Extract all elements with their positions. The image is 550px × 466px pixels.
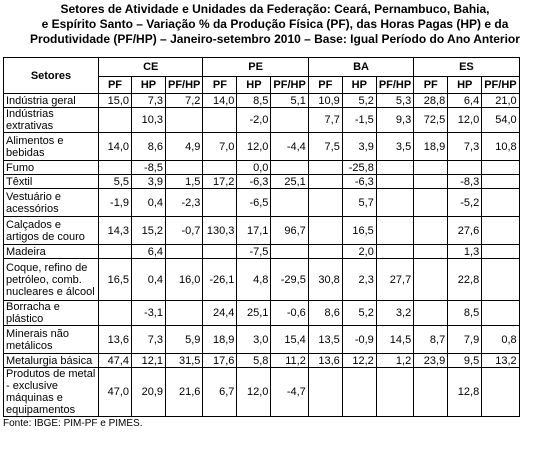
value-cell: 4,9 bbox=[166, 133, 203, 161]
value-cell: 18,9 bbox=[203, 326, 237, 354]
value-cell: 3,2 bbox=[376, 301, 413, 326]
value-cell bbox=[376, 217, 413, 245]
value-cell bbox=[271, 245, 308, 259]
value-cell: 4,8 bbox=[237, 259, 271, 301]
value-cell bbox=[203, 108, 237, 133]
sector-name: Indústrias extrativas bbox=[4, 108, 99, 133]
value-cell: 2,3 bbox=[342, 259, 376, 301]
source-note: Fonte: IBGE: PIM-PF e PIMES. bbox=[3, 418, 143, 429]
table-row bbox=[4, 354, 520, 368]
value-cell bbox=[166, 108, 203, 133]
group-header-pe: PE bbox=[203, 58, 308, 77]
value-cell: 16,5 bbox=[342, 217, 376, 245]
value-cell: 27,7 bbox=[376, 259, 413, 301]
value-cell: -4,7 bbox=[271, 368, 308, 417]
value-cell bbox=[482, 175, 519, 189]
value-cell: -4,4 bbox=[271, 133, 308, 161]
subheader-pf-hp: PF/HP bbox=[482, 77, 519, 94]
value-cell: 16,5 bbox=[99, 259, 132, 301]
value-cell bbox=[482, 161, 519, 175]
sector-name: Coque, refino de petróleo, comb. nucleares e álcool bbox=[4, 259, 99, 301]
value-cell bbox=[99, 301, 132, 326]
value-cell bbox=[482, 189, 519, 217]
subheader-hp: HP bbox=[132, 77, 166, 94]
table-row bbox=[4, 108, 520, 133]
value-cell: 3,5 bbox=[376, 133, 413, 161]
value-cell: 30,8 bbox=[308, 259, 342, 301]
value-cell: 3,9 bbox=[342, 133, 376, 161]
value-cell: 5,2 bbox=[342, 94, 376, 108]
value-cell: -1,5 bbox=[342, 108, 376, 133]
value-cell bbox=[308, 368, 342, 417]
sector-name: Fumo bbox=[4, 161, 99, 175]
value-cell: 5,1 bbox=[271, 94, 308, 108]
value-cell: 14,3 bbox=[99, 217, 132, 245]
subheader-pf: PF bbox=[308, 77, 342, 94]
value-cell: 6,4 bbox=[132, 245, 166, 259]
value-cell: 7,0 bbox=[203, 133, 237, 161]
table-row bbox=[4, 94, 520, 108]
value-cell: -2,3 bbox=[166, 189, 203, 217]
value-cell bbox=[482, 245, 519, 259]
value-cell: 28,8 bbox=[414, 94, 448, 108]
value-cell: 0,0 bbox=[237, 161, 271, 175]
value-cell: 3,9 bbox=[132, 175, 166, 189]
table-row bbox=[4, 217, 520, 245]
value-cell: 8,5 bbox=[237, 94, 271, 108]
value-cell bbox=[308, 245, 342, 259]
value-cell: 18,9 bbox=[414, 133, 448, 161]
table-body bbox=[4, 94, 520, 417]
value-cell: 21,0 bbox=[482, 94, 519, 108]
sector-name: Minerais não metálicos bbox=[4, 326, 99, 354]
value-cell: 12,8 bbox=[448, 368, 482, 417]
value-cell: -6,5 bbox=[237, 189, 271, 217]
value-cell: 14,0 bbox=[203, 94, 237, 108]
table-row bbox=[4, 245, 520, 259]
subheader-pf-hp: PF/HP bbox=[166, 77, 203, 94]
value-cell: 10,9 bbox=[308, 94, 342, 108]
sector-name: Têxtil bbox=[4, 175, 99, 189]
value-cell: 8,7 bbox=[414, 326, 448, 354]
subheader-hp: HP bbox=[448, 77, 482, 94]
sector-header: Setores bbox=[4, 58, 99, 94]
value-cell: 0,8 bbox=[482, 326, 519, 354]
value-cell bbox=[376, 175, 413, 189]
value-cell: 8,5 bbox=[448, 301, 482, 326]
subheader-pf: PF bbox=[99, 77, 132, 94]
title-line-3: Produtividade (PF/HP) – Janeiro-setembro 2010 – Base: Igual Período do Ano Anterior bbox=[30, 32, 520, 46]
table-row bbox=[4, 326, 520, 354]
table-row bbox=[4, 189, 520, 217]
table-title bbox=[0, 0, 550, 47]
value-cell: 3,0 bbox=[237, 326, 271, 354]
value-cell: 12,0 bbox=[237, 133, 271, 161]
value-cell: 1,2 bbox=[376, 354, 413, 368]
value-cell: 8,6 bbox=[132, 133, 166, 161]
value-cell bbox=[376, 161, 413, 175]
value-cell bbox=[414, 161, 448, 175]
value-cell: 6,7 bbox=[203, 368, 237, 417]
value-cell bbox=[414, 217, 448, 245]
value-cell: 7,2 bbox=[166, 94, 203, 108]
value-cell: -2,0 bbox=[237, 108, 271, 133]
value-cell: 54,0 bbox=[482, 108, 519, 133]
value-cell bbox=[482, 259, 519, 301]
value-cell: 2,0 bbox=[342, 245, 376, 259]
value-cell: 25,1 bbox=[271, 175, 308, 189]
value-cell: 13,6 bbox=[99, 326, 132, 354]
sector-name: Calçados e artigos de couro bbox=[4, 217, 99, 245]
value-cell bbox=[414, 301, 448, 326]
value-cell bbox=[203, 161, 237, 175]
value-cell: 27,6 bbox=[448, 217, 482, 245]
value-cell: 7,9 bbox=[448, 326, 482, 354]
value-cell: 13,2 bbox=[482, 354, 519, 368]
value-cell: 17,1 bbox=[237, 217, 271, 245]
value-cell: -8,5 bbox=[132, 161, 166, 175]
value-cell bbox=[414, 368, 448, 417]
value-cell bbox=[448, 161, 482, 175]
value-cell bbox=[271, 161, 308, 175]
value-cell: 5,3 bbox=[376, 94, 413, 108]
value-cell: 47,4 bbox=[99, 354, 132, 368]
value-cell: 1,5 bbox=[166, 175, 203, 189]
subheader-pf-hp: PF/HP bbox=[271, 77, 308, 94]
value-cell: 15,0 bbox=[99, 94, 132, 108]
value-cell bbox=[482, 301, 519, 326]
value-cell: 72,5 bbox=[414, 108, 448, 133]
subheader-hp: HP bbox=[342, 77, 376, 94]
value-cell: 10,3 bbox=[132, 108, 166, 133]
value-cell: 7,3 bbox=[132, 326, 166, 354]
value-cell: -1,9 bbox=[99, 189, 132, 217]
value-cell: -6,3 bbox=[342, 175, 376, 189]
value-cell: 130,3 bbox=[203, 217, 237, 245]
value-cell: 15,4 bbox=[271, 326, 308, 354]
table-row bbox=[4, 161, 520, 175]
sector-name: Borracha e plástico bbox=[4, 301, 99, 326]
sector-name: Madeira bbox=[4, 245, 99, 259]
value-cell bbox=[414, 175, 448, 189]
sector-name: Vestuário e acessórios bbox=[4, 189, 99, 217]
sector-name: Alimentos e bebidas bbox=[4, 133, 99, 161]
value-cell bbox=[308, 189, 342, 217]
value-cell: 13,5 bbox=[308, 326, 342, 354]
value-cell bbox=[342, 368, 376, 417]
group-header-ba: BA bbox=[308, 58, 413, 77]
value-cell: -25,8 bbox=[342, 161, 376, 175]
value-cell: 12,0 bbox=[448, 108, 482, 133]
value-cell bbox=[482, 217, 519, 245]
value-cell: 14,5 bbox=[376, 326, 413, 354]
subheader-pf: PF bbox=[203, 77, 237, 94]
value-cell: 5,5 bbox=[99, 175, 132, 189]
value-cell: -0,6 bbox=[271, 301, 308, 326]
value-cell: -3,1 bbox=[132, 301, 166, 326]
value-cell bbox=[271, 189, 308, 217]
value-cell bbox=[166, 301, 203, 326]
value-cell: 0,4 bbox=[132, 189, 166, 217]
value-cell: 9,3 bbox=[376, 108, 413, 133]
value-cell: -0,9 bbox=[342, 326, 376, 354]
value-cell: 25,1 bbox=[237, 301, 271, 326]
value-cell: 47,0 bbox=[99, 368, 132, 417]
sector-name: Metalurgia básica bbox=[4, 354, 99, 368]
value-cell bbox=[166, 161, 203, 175]
value-cell: 23,9 bbox=[414, 354, 448, 368]
value-cell bbox=[308, 217, 342, 245]
value-cell: 17,2 bbox=[203, 175, 237, 189]
table-row bbox=[4, 368, 520, 417]
value-cell: -26,1 bbox=[203, 259, 237, 301]
group-header-es: ES bbox=[414, 58, 519, 77]
value-cell: 5,7 bbox=[342, 189, 376, 217]
value-cell: 7,3 bbox=[448, 133, 482, 161]
value-cell bbox=[414, 245, 448, 259]
header-row-groups bbox=[4, 58, 520, 77]
table-row bbox=[4, 301, 520, 326]
value-cell: 14,0 bbox=[99, 133, 132, 161]
value-cell: 12,0 bbox=[237, 368, 271, 417]
subheader-pf: PF bbox=[414, 77, 448, 94]
table-row bbox=[4, 175, 520, 189]
value-cell: 8,6 bbox=[308, 301, 342, 326]
value-cell bbox=[414, 259, 448, 301]
value-cell: 31,5 bbox=[166, 354, 203, 368]
value-cell: 0,4 bbox=[132, 259, 166, 301]
value-cell: 6,4 bbox=[448, 94, 482, 108]
value-cell bbox=[376, 368, 413, 417]
value-cell bbox=[99, 161, 132, 175]
value-cell: -29,5 bbox=[271, 259, 308, 301]
value-cell: 5,2 bbox=[342, 301, 376, 326]
value-cell: 7,3 bbox=[132, 94, 166, 108]
value-cell: 7,5 bbox=[308, 133, 342, 161]
value-cell: 24,4 bbox=[203, 301, 237, 326]
value-cell bbox=[166, 245, 203, 259]
value-cell bbox=[482, 368, 519, 417]
value-cell: 12,1 bbox=[132, 354, 166, 368]
sector-name: Produtos de metal - exclusive máquinas e equipamentos bbox=[4, 368, 99, 417]
value-cell bbox=[308, 161, 342, 175]
value-cell bbox=[271, 108, 308, 133]
value-cell bbox=[99, 108, 132, 133]
value-cell: 96,7 bbox=[271, 217, 308, 245]
title-line-2: e Espírito Santo – Variação % da Produção Física (PF), das Horas Pagas (HP) e da bbox=[41, 17, 509, 31]
value-cell: 5,8 bbox=[237, 354, 271, 368]
value-cell bbox=[414, 189, 448, 217]
data-table bbox=[3, 57, 520, 417]
value-cell: -6,3 bbox=[237, 175, 271, 189]
table-row bbox=[4, 133, 520, 161]
value-cell: 11,2 bbox=[271, 354, 308, 368]
value-cell bbox=[376, 189, 413, 217]
value-cell: 22,8 bbox=[448, 259, 482, 301]
value-cell: 20,9 bbox=[132, 368, 166, 417]
value-cell: 10,8 bbox=[482, 133, 519, 161]
value-cell: -7,5 bbox=[237, 245, 271, 259]
subheader-pf-hp: PF/HP bbox=[376, 77, 413, 94]
value-cell: 17,6 bbox=[203, 354, 237, 368]
value-cell bbox=[203, 245, 237, 259]
value-cell: 13,6 bbox=[308, 354, 342, 368]
value-cell bbox=[99, 245, 132, 259]
value-cell: 5,9 bbox=[166, 326, 203, 354]
value-cell: 21,6 bbox=[166, 368, 203, 417]
value-cell: 7,7 bbox=[308, 108, 342, 133]
subheader-hp: HP bbox=[237, 77, 271, 94]
value-cell bbox=[203, 189, 237, 217]
title-line-1: Setores de Atividade e Unidades da Federação: Ceará, Pernambuco, Bahia, bbox=[60, 2, 490, 16]
value-cell bbox=[376, 245, 413, 259]
value-cell: 16,0 bbox=[166, 259, 203, 301]
sector-name: Indústria geral bbox=[4, 94, 99, 108]
value-cell bbox=[308, 175, 342, 189]
value-cell: -8,3 bbox=[448, 175, 482, 189]
value-cell: -5,2 bbox=[448, 189, 482, 217]
value-cell: 12,2 bbox=[342, 354, 376, 368]
value-cell: -0,7 bbox=[166, 217, 203, 245]
group-header-ce: CE bbox=[99, 58, 203, 77]
value-cell: 15,2 bbox=[132, 217, 166, 245]
table-row bbox=[4, 259, 520, 301]
value-cell: 1,3 bbox=[448, 245, 482, 259]
value-cell: 9,5 bbox=[448, 354, 482, 368]
